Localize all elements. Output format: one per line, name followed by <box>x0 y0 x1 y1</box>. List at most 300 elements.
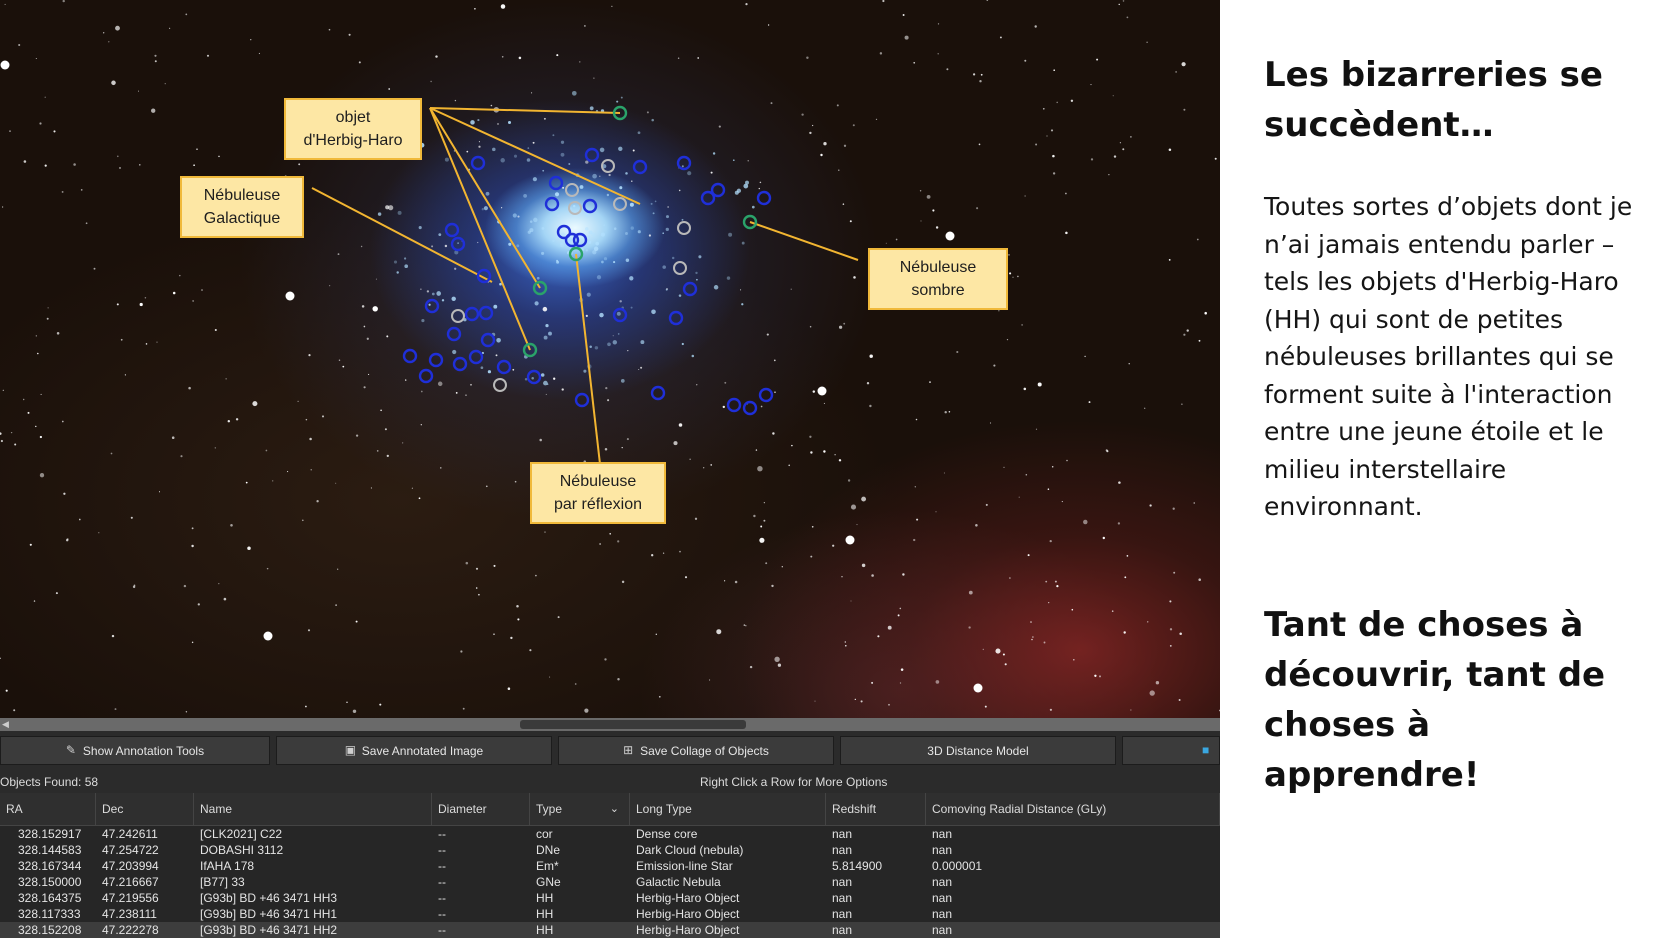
star <box>6 690 8 692</box>
star <box>867 382 869 384</box>
star <box>131 517 133 519</box>
star <box>844 145 846 147</box>
star <box>1003 467 1004 468</box>
show-annotation-tools-button[interactable] <box>0 736 270 765</box>
star <box>599 176 600 177</box>
nebula-speck <box>653 212 655 214</box>
slide-text-panel <box>1222 0 1667 938</box>
star <box>196 148 198 150</box>
table-cell: 47.242611 <box>102 827 158 841</box>
cube-icon: ■ <box>1202 743 1210 757</box>
star <box>791 289 792 290</box>
bright-star <box>946 232 955 241</box>
star <box>111 453 113 455</box>
star <box>611 6 612 7</box>
star <box>703 467 704 468</box>
table-cell: nan <box>932 891 953 905</box>
star <box>903 14 905 16</box>
nebula-speck <box>631 307 633 309</box>
star <box>604 658 606 660</box>
star <box>427 290 429 292</box>
star <box>508 687 511 690</box>
table-row[interactable] <box>0 874 1220 890</box>
star <box>935 511 936 512</box>
nebula-speck <box>557 214 560 217</box>
star <box>1091 84 1092 85</box>
nebula-speck <box>752 206 755 209</box>
star <box>824 403 825 404</box>
star <box>108 41 109 42</box>
table-cell: GNe <box>536 875 561 889</box>
save-annotated-image-button[interactable] <box>276 736 552 765</box>
star <box>979 80 981 82</box>
nebula-speck <box>404 264 408 268</box>
star <box>180 455 182 457</box>
nebula-speck <box>544 336 548 340</box>
star <box>1197 239 1199 241</box>
star <box>0 432 2 435</box>
table-cell: [G93b] BD +46 3471 HH3 <box>200 891 338 905</box>
nebula-speck <box>666 228 669 231</box>
star <box>63 0 65 2</box>
save-collage-button[interactable] <box>558 736 834 765</box>
object-marker-blue <box>678 157 690 169</box>
star <box>517 216 519 218</box>
table-cell: 5.814900 <box>832 859 883 873</box>
star <box>1036 429 1037 430</box>
star <box>1181 403 1182 404</box>
star <box>302 519 304 521</box>
star <box>709 679 710 680</box>
star <box>765 562 767 564</box>
table-cell: cor <box>536 827 553 841</box>
table-cell: nan <box>832 875 853 889</box>
star <box>476 568 478 570</box>
star <box>549 677 550 678</box>
star <box>679 423 683 427</box>
nebula-speck <box>396 271 398 273</box>
table-cell: nan <box>832 827 853 841</box>
star <box>719 126 721 128</box>
star <box>337 569 338 570</box>
star <box>155 60 157 62</box>
star <box>419 497 421 499</box>
star <box>465 394 467 396</box>
star <box>845 645 847 647</box>
star <box>880 52 882 54</box>
bright-star <box>286 292 295 301</box>
star <box>192 300 193 301</box>
star <box>2 206 3 207</box>
nebula-speck <box>533 218 537 222</box>
distance-model-button[interactable] <box>840 736 1116 765</box>
table-cell: 0.000001 <box>932 859 983 873</box>
nebula-speck <box>442 299 444 301</box>
status-row <box>0 771 1220 793</box>
table-cell: [B77] 33 <box>200 875 245 889</box>
star <box>969 591 973 595</box>
image-save-icon: ▣ <box>344 743 357 757</box>
star <box>995 649 1000 654</box>
nebula-speck <box>588 235 591 238</box>
nebula-speck <box>484 206 488 210</box>
nebula-speck <box>586 249 588 251</box>
star <box>782 566 783 567</box>
table-cell: nan <box>832 907 853 921</box>
nebula-speck <box>590 106 594 110</box>
distance-model-label: 3D Distance Model <box>927 743 1029 758</box>
star <box>855 699 856 700</box>
star <box>543 307 548 312</box>
star <box>1094 675 1096 677</box>
nebula-speck <box>516 244 519 247</box>
star <box>1007 339 1008 340</box>
column-header-diameter[interactable]: Diameter <box>432 793 530 825</box>
star <box>9 130 11 132</box>
object-marker-blue <box>634 161 646 173</box>
table-cell: 328.150000 <box>18 875 82 889</box>
scroll-left-icon[interactable]: ◀ <box>2 719 9 729</box>
star <box>1050 540 1052 542</box>
star <box>1170 645 1172 647</box>
star <box>519 57 522 60</box>
star <box>553 378 555 380</box>
table-row[interactable] <box>0 906 1220 922</box>
star <box>421 424 422 425</box>
column-header-dec[interactable]: Dec <box>96 793 194 825</box>
star <box>463 708 465 710</box>
table-cell: IfAHA 178 <box>200 859 255 873</box>
star <box>308 354 310 356</box>
star <box>679 551 681 553</box>
star <box>515 481 517 483</box>
row-options-hint: Right Click a Row for More Options <box>700 775 888 789</box>
nebula-speck <box>698 255 701 258</box>
star <box>850 220 852 222</box>
star <box>474 8 476 10</box>
nebula-speck <box>531 377 534 380</box>
star <box>342 366 344 368</box>
star <box>1096 59 1098 61</box>
star <box>888 704 890 706</box>
star <box>1129 363 1130 364</box>
star <box>47 318 49 320</box>
table-cell: HH <box>536 923 554 937</box>
nebula-speck <box>735 191 739 195</box>
star <box>1028 554 1030 556</box>
nebula-speck <box>733 159 735 161</box>
scrollbar-thumb[interactable] <box>520 720 746 729</box>
star <box>510 637 512 639</box>
star <box>1215 158 1217 160</box>
star <box>364 326 366 328</box>
star <box>1052 155 1055 158</box>
star <box>810 451 812 453</box>
star <box>823 450 825 452</box>
object-marker-blue <box>758 192 770 204</box>
nebula-speck <box>662 232 664 234</box>
star <box>1103 537 1105 539</box>
star <box>558 616 560 618</box>
star <box>362 305 365 308</box>
star <box>778 664 781 667</box>
object-marker-blue <box>452 238 464 250</box>
nebula-speck <box>682 165 684 167</box>
horizontal-scrollbar[interactable] <box>0 718 1220 731</box>
star <box>809 132 811 134</box>
nebula-speck <box>595 242 599 246</box>
star <box>877 635 879 637</box>
star <box>140 303 143 306</box>
star <box>1035 144 1037 146</box>
column-header-ra[interactable]: RA <box>0 793 96 825</box>
nebula-speck <box>421 319 424 322</box>
star <box>820 154 822 156</box>
star <box>86 222 88 224</box>
nebula-speck <box>419 226 422 229</box>
table-cell: 328.164375 <box>18 891 82 905</box>
star <box>898 614 900 616</box>
table-row[interactable] <box>0 826 1220 842</box>
star <box>493 565 495 567</box>
star <box>772 432 774 434</box>
table-cell: HH <box>536 891 554 905</box>
table-cell: Dense core <box>636 827 698 841</box>
nebula-speck <box>600 148 605 153</box>
star <box>745 625 746 626</box>
star <box>388 88 390 90</box>
star <box>979 144 981 146</box>
table-row[interactable] <box>0 858 1220 874</box>
star <box>329 285 330 286</box>
column-header-redshift[interactable]: Redshift <box>826 793 926 825</box>
star <box>685 576 687 578</box>
star <box>851 505 856 510</box>
star <box>998 310 999 311</box>
star <box>944 472 945 473</box>
table-row[interactable] <box>0 922 1220 938</box>
star <box>544 118 546 120</box>
star <box>79 519 81 521</box>
bright-star <box>264 632 273 641</box>
star <box>188 387 191 390</box>
star <box>402 442 403 443</box>
nebula-speck <box>696 279 698 281</box>
star <box>735 581 738 584</box>
star <box>1179 699 1181 701</box>
nebula-speck <box>486 192 490 196</box>
star <box>986 0 988 1</box>
table-cell: 328.117333 <box>18 907 81 921</box>
star <box>871 574 874 577</box>
nebula-speck <box>682 219 684 221</box>
star <box>112 635 114 637</box>
nebula-speck <box>573 205 575 207</box>
star <box>1123 631 1125 633</box>
star <box>121 339 123 341</box>
table-cell: Em* <box>536 859 559 873</box>
nebula-speck <box>404 257 406 259</box>
star <box>631 181 632 182</box>
star <box>968 626 970 628</box>
slide-tagline: Tant de choses à découvrir, tant de choses à apprendre! <box>1264 605 1606 795</box>
star <box>98 532 99 533</box>
nebula-speck <box>583 370 586 373</box>
table-cell: Herbig-Haro Object <box>636 907 740 921</box>
nebula-speck <box>514 155 517 158</box>
table-cell: nan <box>932 907 953 921</box>
star <box>936 680 940 684</box>
star <box>267 568 269 570</box>
star <box>871 682 873 684</box>
star <box>900 682 901 683</box>
star <box>45 165 47 167</box>
star <box>1012 277 1013 278</box>
nebula-speck <box>631 226 634 229</box>
star <box>81 189 83 191</box>
nebula-speck <box>618 333 620 335</box>
nebula-speck <box>545 324 548 327</box>
star <box>496 354 498 356</box>
column-header-long-type[interactable]: Long Type <box>630 793 826 825</box>
star <box>723 406 725 408</box>
star <box>36 335 37 336</box>
star <box>838 170 839 171</box>
star <box>1024 60 1026 62</box>
star <box>305 706 307 708</box>
star <box>724 580 725 581</box>
star <box>761 406 763 408</box>
star <box>771 585 773 587</box>
star <box>117 303 119 305</box>
object-marker-gray <box>674 262 686 274</box>
star <box>679 190 681 192</box>
star <box>309 438 312 441</box>
star <box>173 292 176 295</box>
star <box>544 531 545 532</box>
star <box>748 160 749 161</box>
object-marker-blue <box>652 387 664 399</box>
star <box>372 306 377 311</box>
star <box>663 553 664 554</box>
star <box>651 554 653 556</box>
pencil-icon: ✎ <box>65 743 76 757</box>
star <box>744 624 746 626</box>
column-header-comoving-radial-distance-gly[interactable]: Comoving Radial Distance (GLy) <box>926 793 1220 825</box>
star <box>454 268 456 270</box>
star <box>420 289 421 290</box>
star <box>266 450 268 452</box>
nebula-speck <box>432 293 435 296</box>
object-marker-blue <box>550 177 562 189</box>
star <box>159 491 160 492</box>
star <box>946 68 948 70</box>
star <box>192 527 194 529</box>
nebula-speck <box>496 338 501 343</box>
star <box>103 32 104 33</box>
column-header-name[interactable]: Name <box>194 793 432 825</box>
nebula-speck <box>613 261 615 263</box>
object-marker-gray <box>566 184 578 196</box>
star <box>1169 600 1171 602</box>
star <box>760 182 762 184</box>
star <box>1183 334 1185 336</box>
nebula-speck <box>523 194 527 198</box>
star <box>843 203 845 205</box>
star <box>1025 195 1026 196</box>
nebula-speck <box>695 272 697 274</box>
chevron-down-icon[interactable]: ⌄ <box>609 803 619 815</box>
table-cell: HH <box>536 907 554 921</box>
star <box>834 454 835 455</box>
star <box>861 700 863 702</box>
star <box>546 394 547 395</box>
table-cell: nan <box>932 923 953 937</box>
nebula-speck <box>679 294 682 297</box>
star <box>1112 610 1114 612</box>
nebula-speck <box>493 305 497 309</box>
nebula-speck <box>604 257 607 260</box>
object-marker-blue <box>430 354 442 366</box>
star <box>1173 572 1175 574</box>
table-cell: [CLK2021] C22 <box>200 827 283 841</box>
star <box>297 401 298 402</box>
star <box>172 436 175 439</box>
nebula-speck <box>625 172 628 175</box>
star <box>62 191 64 193</box>
nebula-speck <box>541 373 545 377</box>
star <box>421 391 423 393</box>
star <box>920 190 921 191</box>
nebula-speck <box>714 285 719 290</box>
nebula-speck <box>613 340 617 344</box>
table-row[interactable] <box>0 890 1220 906</box>
star <box>1026 474 1028 476</box>
star <box>1108 174 1109 175</box>
star <box>41 394 42 395</box>
star <box>156 342 157 343</box>
star <box>1053 172 1055 174</box>
star <box>28 412 30 414</box>
table-cell: 328.152917 <box>18 827 82 841</box>
star <box>724 382 726 384</box>
star <box>287 471 288 472</box>
star <box>438 382 443 387</box>
nebula-speck <box>378 212 381 215</box>
star <box>24 160 27 163</box>
extra-toolbar-button[interactable] <box>1122 736 1220 765</box>
table-row[interactable] <box>0 842 1220 858</box>
star <box>151 109 155 113</box>
nebula-speck <box>585 227 589 231</box>
nebula-speck <box>552 134 554 136</box>
object-marker-blue <box>454 358 466 370</box>
save-collage-label: Save Collage of Objects <box>640 743 769 758</box>
object-marker-blue <box>574 234 586 246</box>
table-cell: -- <box>438 907 446 921</box>
star <box>385 428 387 430</box>
star <box>356 434 358 436</box>
star <box>1017 276 1019 278</box>
object-marker-blue <box>480 307 492 319</box>
star <box>387 455 389 457</box>
column-header-type[interactable]: Type ⌄ <box>530 793 630 825</box>
object-marker-blue <box>760 389 772 401</box>
objects-found-count: Objects Found: 58 <box>0 775 99 789</box>
table-cell: -- <box>438 891 446 905</box>
star <box>845 641 846 642</box>
table-cell: Dark Cloud (nebula) <box>636 843 744 857</box>
